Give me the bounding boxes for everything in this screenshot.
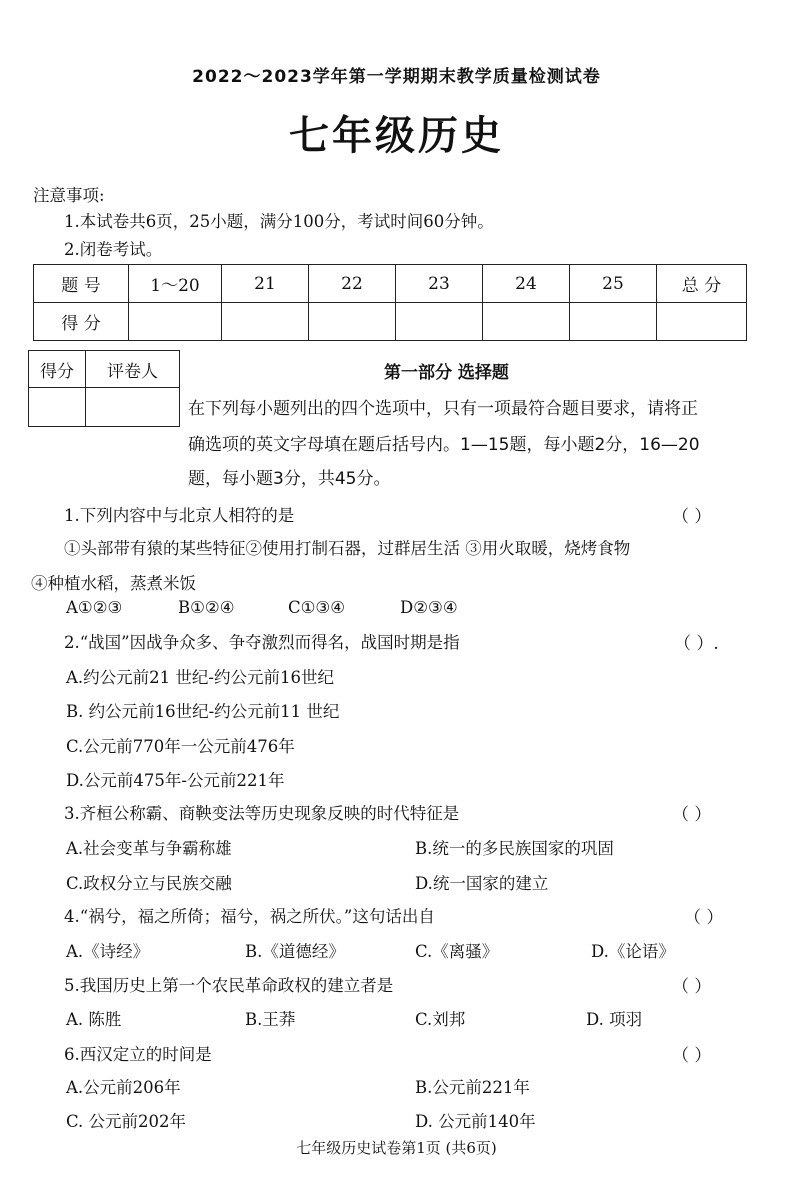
option[interactable]: A.约公元前21 世纪-约公元前16世纪 — [66, 668, 334, 687]
reviewer-name-label: 评卷人 — [86, 351, 180, 388]
option[interactable]: C.刘邦 — [415, 1010, 466, 1029]
page-footer: 七年级历史试卷第1页 (共6页) — [296, 1139, 497, 1157]
score-cell[interactable] — [309, 303, 396, 341]
option[interactable]: D. 公元前140年 — [415, 1112, 536, 1131]
score-cell[interactable] — [222, 303, 309, 341]
option[interactable]: D②③④ — [400, 598, 458, 617]
answer-paren[interactable]: （ ） — [672, 1046, 712, 1066]
option[interactable]: C①③④ — [288, 598, 346, 617]
question-stem: 6.西汉定立的时间是 — [64, 1045, 212, 1064]
score-cell[interactable] — [570, 303, 657, 341]
option[interactable]: A.《诗经》 — [66, 942, 150, 961]
option[interactable]: A. 陈胜 — [66, 1010, 122, 1029]
score-header-cell: 22 — [309, 265, 396, 303]
option[interactable]: D. 项羽 — [586, 1010, 643, 1029]
answer-paren[interactable]: （ ） — [684, 908, 724, 928]
option[interactable]: A①②③ — [66, 598, 123, 617]
answer-paren[interactable]: （ ） — [672, 507, 712, 527]
option[interactable]: A.社会变革与争霸称雄 — [66, 839, 232, 858]
option[interactable]: D.公元前475年-公元前221年 — [66, 771, 285, 790]
score-cell[interactable] — [483, 303, 570, 341]
score-header-cell: 1～20 — [129, 265, 222, 303]
option[interactable]: D.《论语》 — [591, 942, 675, 961]
option[interactable]: B. 约公元前16世纪-约公元前11 世纪 — [66, 702, 340, 721]
question-stem: 1.下列内容中与北京人相符的是 — [64, 506, 295, 525]
option[interactable]: C. 公元前202年 — [66, 1112, 187, 1131]
option[interactable]: C.《离骚》 — [415, 942, 499, 961]
score-cell[interactable] — [129, 303, 222, 341]
option[interactable]: B.统一的多民族国家的巩固 — [415, 839, 614, 858]
answer-paren[interactable]: （ ） — [672, 805, 712, 825]
option[interactable]: B①②④ — [178, 598, 235, 617]
answer-paren[interactable]: （ ）. — [674, 634, 719, 654]
reviewer-score-cell[interactable] — [29, 388, 86, 427]
question-stem: 3.齐桓公称霸、商鞅变法等历史现象反映的时代特征是 — [64, 804, 460, 823]
score-header-cell: 21 — [222, 265, 309, 303]
option[interactable]: C.政权分立与民族交融 — [66, 874, 232, 893]
section-title: 第一部分 选择题 — [384, 363, 509, 383]
score-cell[interactable] — [396, 303, 483, 341]
notes-heading: 注意事项: — [33, 186, 105, 205]
exam-series-title: 2022～2023学年第一学期期末教学质量检测试卷 — [192, 67, 601, 87]
reviewer-name-cell[interactable] — [86, 388, 180, 427]
reviewer-score-label: 得分 — [29, 351, 86, 388]
score-cell[interactable] — [657, 303, 747, 341]
section-instruction: 题，每小题3分，共45分。 — [188, 469, 391, 489]
option[interactable]: B.公元前221年 — [415, 1078, 530, 1097]
question-line: ④种植水稻，蒸煮米饭 — [31, 574, 196, 593]
question-stem: 2.“战国”因战争众多、争夺激烈而得名，战国时期是指 — [64, 633, 460, 652]
section-instruction: 确选项的英文字母填在题后括号内。1—15题，每小题2分，16—20 — [188, 435, 700, 455]
option[interactable]: C.公元前770年一公元前476年 — [66, 737, 295, 756]
answer-paren[interactable]: （ ） — [672, 977, 712, 997]
option[interactable]: B.《道德经》 — [245, 942, 345, 961]
score-table — [33, 264, 747, 341]
score-header-cell: 题 号 — [34, 265, 129, 303]
question-stem: 4.“祸兮，福之所倚；福兮，祸之所伏。”这句话出自 — [64, 907, 435, 926]
note-item: 1.本试卷共6页，25小题，满分100分，考试时间60分钟。 — [64, 212, 494, 231]
reviewer-table — [28, 350, 180, 427]
page-title: 七年级历史 — [289, 113, 504, 159]
note-item: 2.闭卷考试。 — [64, 240, 163, 259]
score-header-cell: 23 — [396, 265, 483, 303]
score-header-cell: 总 分 — [657, 265, 747, 303]
question-stem: 5.我国历史上第一个农民革命政权的建立者是 — [64, 976, 394, 995]
score-header-cell: 25 — [570, 265, 657, 303]
question-line: ①头部带有猿的某些特征②使用打制石器，过群居生活 ③用火取暖，烧烤食物 — [64, 539, 631, 558]
option[interactable]: D.统一国家的建立 — [415, 874, 549, 893]
score-row-label: 得 分 — [34, 303, 129, 341]
section-instruction: 在下列每小题列出的四个选项中，只有一项最符合题目要求，请将正 — [188, 399, 698, 419]
option[interactable]: B.王莽 — [245, 1010, 296, 1029]
option[interactable]: A.公元前206年 — [66, 1078, 181, 1097]
score-header-cell: 24 — [483, 265, 570, 303]
